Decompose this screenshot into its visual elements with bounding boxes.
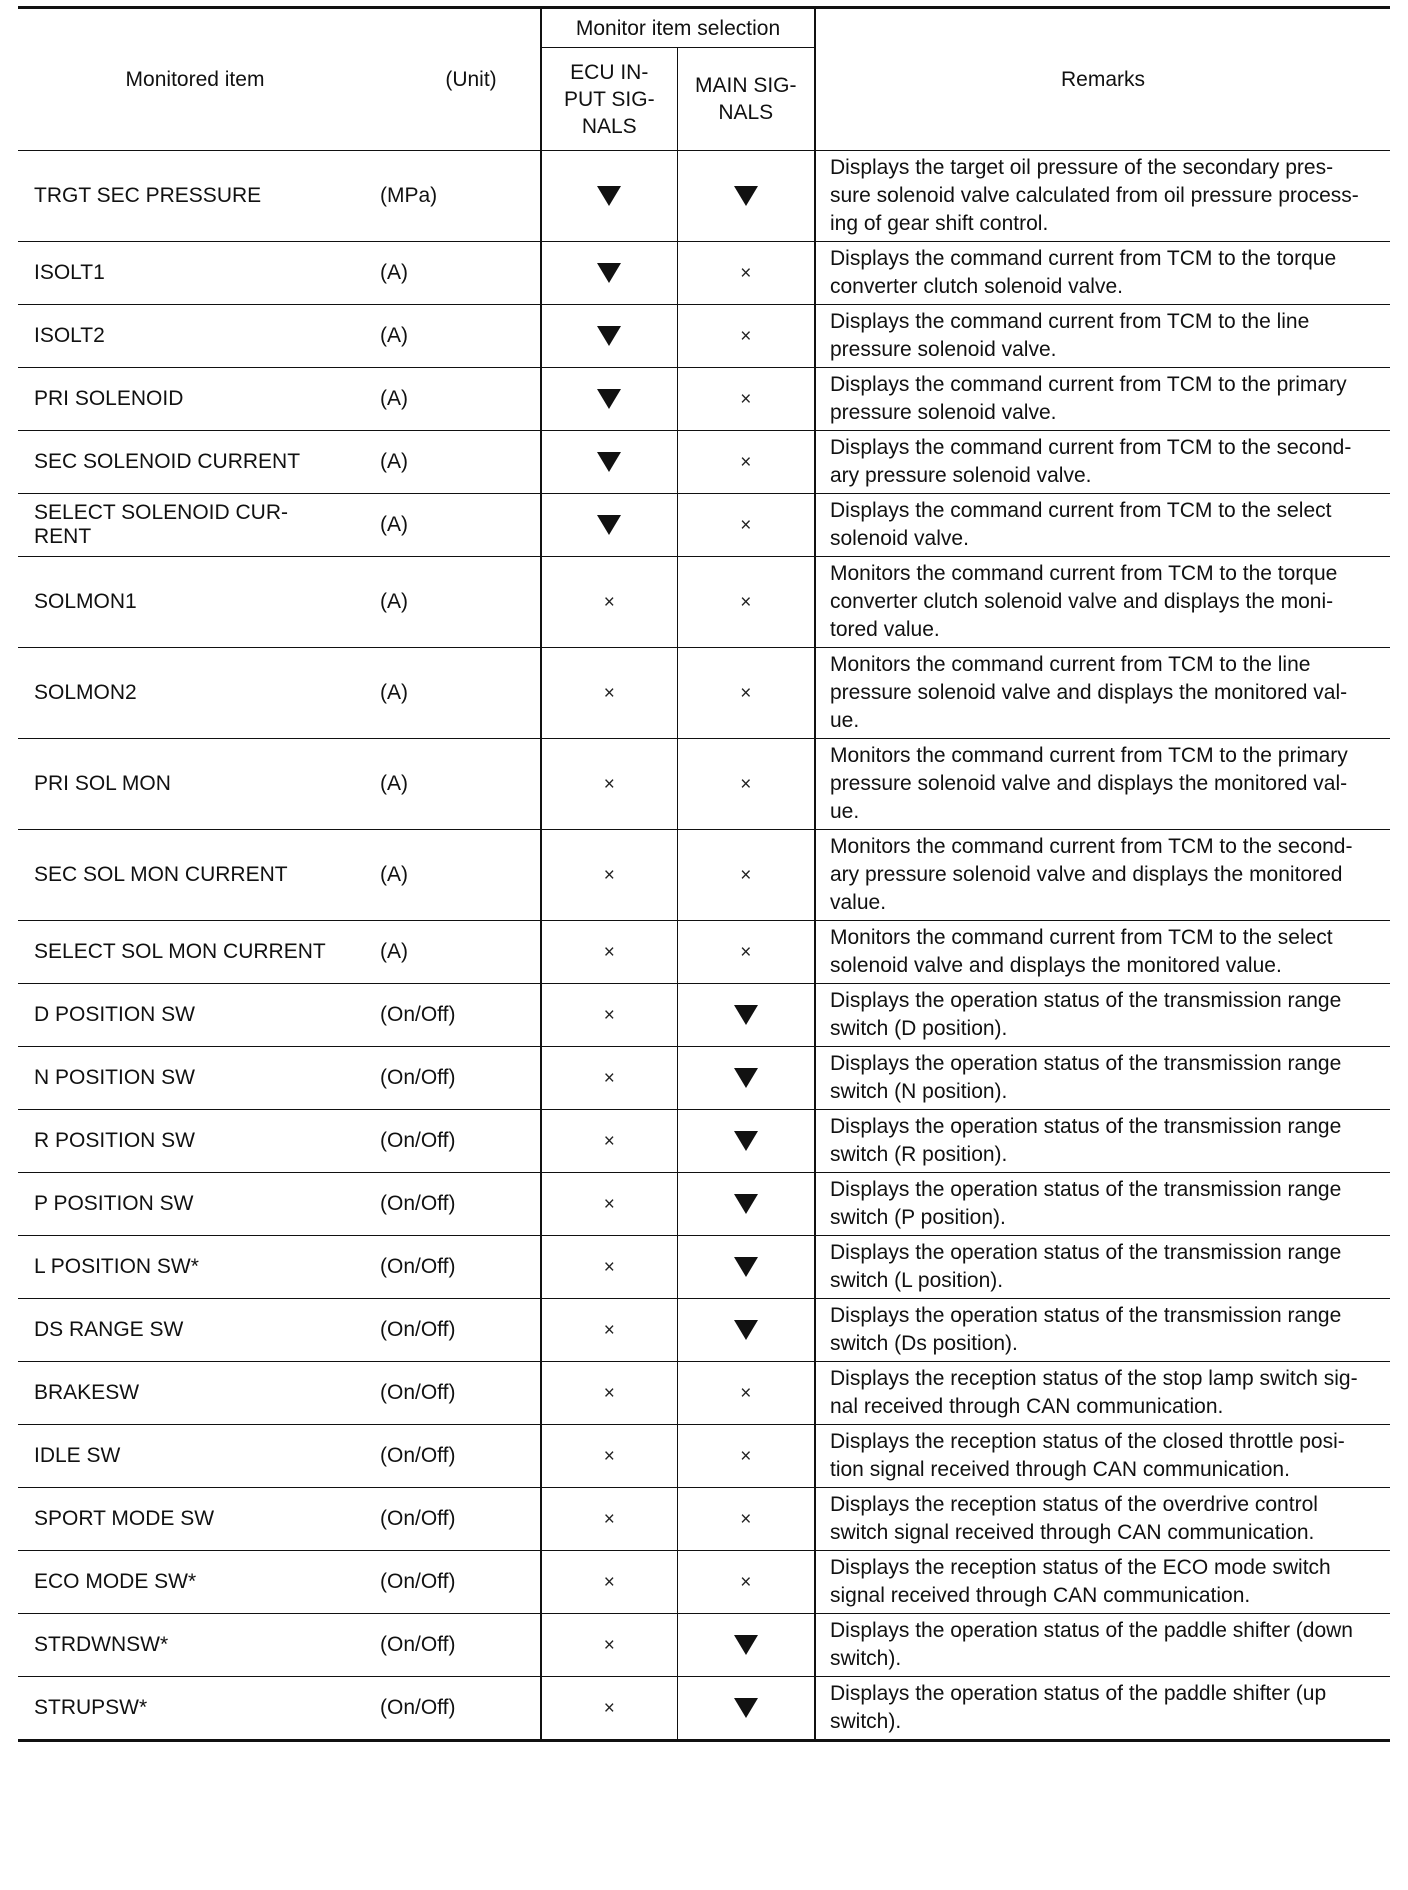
not-selected-cross-icon: × [603,1446,615,1467]
monitored-item-cell: PRI SOLENOID [34,387,184,410]
table-row [18,830,1390,921]
monitored-item-cell: TRGT SEC PRESSURE [34,184,262,207]
table-row [18,151,1390,242]
not-selected-cross-icon: × [603,592,615,613]
remarks-cell: Displays the reception status of the overdrive control switch signal received through CAN communication. [830,1493,1318,1544]
unit-cell: (A) [372,368,541,431]
unit-cell: (A) [372,305,541,368]
main-signals-cell [677,1047,815,1110]
main-signals-cell [677,242,815,305]
unit-cell: (On/Off) [372,1236,541,1299]
selected-triangle-icon [734,1698,758,1718]
remarks-cell: Displays the command current from TCM to the torque converter clutch solenoid valve. [830,247,1337,298]
remarks-cell: Displays the operation status of the transmission range switch (R position). [830,1115,1342,1166]
ecu-input-signals-cell [541,984,677,1047]
table-row [18,921,1390,984]
ecu-input-signals-cell [541,921,677,984]
not-selected-cross-icon: × [603,1509,615,1530]
main-signals-cell [677,984,815,1047]
remarks-cell: Monitors the command current from TCM to the torque converter clutch solenoid valve and displays the moni- tored value. [830,562,1338,641]
ecu-input-signals-cell [541,1110,677,1173]
remarks-cell: Monitors the command current from TCM to the select solenoid valve and displays the monitored value. [830,926,1333,977]
monitored-item-cell: L POSITION SW* [34,1255,199,1278]
monitored-item-cell: IDLE SW [34,1444,121,1467]
not-selected-cross-icon: × [603,1383,615,1404]
not-selected-cross-icon: × [740,942,752,963]
monitored-item-cell: ISOLT2 [34,324,105,347]
unit-cell: (On/Off) [372,984,541,1047]
table-row [18,739,1390,830]
monitored-item-cell: BRAKESW [34,1381,140,1404]
unit-cell: (A) [372,494,541,557]
selected-triangle-icon [734,1320,758,1340]
main-signals-cell [677,1299,815,1362]
unit-cell: (On/Off) [372,1425,541,1488]
unit-cell: (On/Off) [372,1110,541,1173]
main-signals-cell [677,1425,815,1488]
monitored-item-cell: DS RANGE SW [34,1318,184,1341]
monitored-item-cell: ISOLT1 [34,261,105,284]
table-row [18,242,1390,305]
unit-cell: (On/Off) [372,1299,541,1362]
main-signals-cell [677,305,815,368]
selected-triangle-icon [597,326,621,346]
not-selected-cross-icon: × [740,515,752,536]
remarks-cell: Displays the reception status of the ECO mode switch signal received through CAN communication. [830,1556,1331,1607]
remarks-cell: Displays the operation status of the transmission range switch (D position). [830,989,1342,1040]
main-signals-cell [677,1362,815,1425]
main-signals-cell [677,368,815,431]
monitored-item-cell: P POSITION SW [34,1192,194,1215]
remarks-cell: Displays the operation status of the paddle shifter (up switch). [830,1682,1327,1733]
table-row [18,648,1390,739]
ecu-input-signals-cell [541,151,677,242]
remarks-cell: Displays the operation status of the transmission range switch (Ds position). [830,1304,1342,1355]
table-row [18,431,1390,494]
remarks-cell: Displays the operation status of the paddle shifter (down switch). [830,1619,1353,1670]
header-monitor-item-selection: Monitor item selection [541,8,815,48]
remarks-cell: Displays the target oil pressure of the secondary pres- sure solenoid valve calculated from oil pressure process- ing of gear shift control. [830,156,1359,235]
unit-cell: (A) [372,921,541,984]
unit-cell: (On/Off) [372,1047,541,1110]
main-signals-cell [677,921,815,984]
monitored-item-cell: SEC SOLENOID CURRENT [34,450,301,473]
monitored-item-cell: R POSITION SW [34,1129,196,1152]
table-body [18,151,1390,1741]
ecu-input-signals-cell [541,494,677,557]
unit-cell: (MPa) [372,151,541,242]
table-row [18,1299,1390,1362]
main-signals-cell [677,830,815,921]
header-unit: (Unit) [372,8,541,151]
monitored-item-cell: N POSITION SW [34,1066,196,1089]
ecu-input-signals-cell [541,648,677,739]
selected-triangle-icon [734,1005,758,1025]
selected-triangle-icon [734,1131,758,1151]
not-selected-cross-icon: × [603,1194,615,1215]
not-selected-cross-icon: × [603,774,615,795]
not-selected-cross-icon: × [740,389,752,410]
monitored-item-cell: PRI SOL MON [34,772,171,795]
ecu-input-signals-cell [541,1173,677,1236]
header-monitored-item: Monitored item [125,68,265,91]
table-row [18,1362,1390,1425]
remarks-cell: Monitors the command current from TCM to the line pressure solenoid valve and displays the monitored val- ue. [830,653,1348,732]
ecu-input-signals-cell [541,1047,677,1110]
not-selected-cross-icon: × [740,263,752,284]
remarks-cell: Monitors the command current from TCM to the primary pressure solenoid valve and displays the monitored val- ue. [830,744,1348,823]
selected-triangle-icon [734,1068,758,1088]
main-signals-cell [677,151,815,242]
main-signals-cell [677,739,815,830]
not-selected-cross-icon: × [740,683,752,704]
selected-triangle-icon [597,186,621,206]
table-row [18,494,1390,557]
remarks-cell: Displays the command current from TCM to the line pressure solenoid valve. [830,310,1310,361]
monitored-item-cell: STRDWNSW* [34,1633,169,1656]
table-row [18,1677,1390,1741]
not-selected-cross-icon: × [740,774,752,795]
not-selected-cross-icon: × [740,865,752,886]
remarks-cell: Displays the command current from TCM to the select solenoid valve. [830,499,1332,550]
table-row [18,305,1390,368]
main-signals-cell [677,1110,815,1173]
main-signals-cell [677,1236,815,1299]
monitored-item-cell: SEC SOL MON CURRENT [34,863,288,886]
main-signals-cell [677,1488,815,1551]
not-selected-cross-icon: × [603,1635,615,1656]
unit-cell: (A) [372,648,541,739]
not-selected-cross-icon: × [740,592,752,613]
not-selected-cross-icon: × [740,1383,752,1404]
selected-triangle-icon [597,263,621,283]
ecu-input-signals-cell [541,739,677,830]
ecu-input-signals-cell [541,1236,677,1299]
not-selected-cross-icon: × [603,1131,615,1152]
header-main-signals: MAIN SIG- NALS [677,48,815,151]
ecu-input-signals-cell [541,1488,677,1551]
monitored-item-cell: SOLMON1 [34,590,137,613]
table-row [18,1614,1390,1677]
main-signals-cell [677,557,815,648]
not-selected-cross-icon: × [740,1509,752,1530]
not-selected-cross-icon: × [740,326,752,347]
ecu-input-signals-cell [541,1614,677,1677]
unit-cell: (A) [372,431,541,494]
ecu-input-signals-cell [541,431,677,494]
remarks-cell: Displays the operation status of the transmission range switch (L position). [830,1241,1342,1292]
table-row [18,1236,1390,1299]
remarks-cell: Displays the command current from TCM to the second- ary pressure solenoid valve. [830,436,1352,487]
header-remarks: Remarks [1060,67,1145,91]
unit-cell: (On/Off) [372,1488,541,1551]
not-selected-cross-icon: × [740,1446,752,1467]
not-selected-cross-icon: × [603,1320,615,1341]
ecu-input-signals-cell [541,1362,677,1425]
selected-triangle-icon [734,1257,758,1277]
selected-triangle-icon [734,1194,758,1214]
selected-triangle-icon [597,389,621,409]
ecu-input-signals-cell [541,1425,677,1488]
table-row [18,1047,1390,1110]
unit-cell: (A) [372,557,541,648]
selected-triangle-icon [597,515,621,535]
main-signals-cell [677,1551,815,1614]
ecu-input-signals-cell [541,368,677,431]
ecu-input-signals-cell [541,830,677,921]
remarks-cell: Displays the operation status of the transmission range switch (P position). [830,1178,1342,1229]
monitored-item-cell: SOLMON2 [34,681,137,704]
ecu-input-signals-cell [541,1299,677,1362]
unit-cell: (On/Off) [372,1551,541,1614]
main-signals-cell [677,648,815,739]
main-signals-cell [677,1614,815,1677]
monitored-item-cell: SELECT SOL MON CURRENT [34,940,326,963]
unit-cell: (On/Off) [372,1362,541,1425]
not-selected-cross-icon: × [603,1572,615,1593]
monitored-item-cell: ECO MODE SW* [34,1570,197,1593]
not-selected-cross-icon: × [603,865,615,886]
ecu-input-signals-cell [541,1677,677,1741]
unit-cell: (On/Off) [372,1677,541,1741]
main-signals-cell [677,1677,815,1741]
unit-cell: (On/Off) [372,1614,541,1677]
not-selected-cross-icon: × [740,1572,752,1593]
monitored-item-cell: D POSITION SW [34,1003,196,1026]
main-signals-cell [677,494,815,557]
unit-cell: (On/Off) [372,1173,541,1236]
unit-cell: (A) [372,739,541,830]
remarks-cell: Displays the reception status of the stop lamp switch sig- nal received through CAN communication. [830,1367,1358,1418]
selected-triangle-icon [597,452,621,472]
table-row [18,557,1390,648]
remarks-cell: Monitors the command current from TCM to the second- ary pressure solenoid valve and displays the monitored value. [830,835,1353,914]
header-ecu-input-signals: ECU IN- PUT SIG- NALS [541,48,677,151]
remarks-cell: Displays the operation status of the transmission range switch (N position). [830,1052,1342,1103]
table-row [18,984,1390,1047]
not-selected-cross-icon: × [740,452,752,473]
unit-cell: (A) [372,242,541,305]
table-row [18,1488,1390,1551]
selected-triangle-icon [734,186,758,206]
table-header [18,8,1390,151]
remarks-cell: Displays the command current from TCM to the primary pressure solenoid valve. [830,373,1347,424]
selected-triangle-icon [734,1635,758,1655]
main-signals-cell [677,1173,815,1236]
ecu-input-signals-cell [541,1551,677,1614]
table-row [18,1425,1390,1488]
table-row [18,1173,1390,1236]
unit-cell: (A) [372,830,541,921]
ecu-input-signals-cell [541,242,677,305]
monitored-item-cell: STRUPSW* [34,1696,148,1719]
not-selected-cross-icon: × [603,942,615,963]
table-row [18,1110,1390,1173]
monitored-item-cell: SELECT SOLENOID CUR- RENT [34,501,288,548]
table-row [18,1551,1390,1614]
not-selected-cross-icon: × [603,1005,615,1026]
table-row [18,368,1390,431]
not-selected-cross-icon: × [603,1257,615,1278]
monitored-item-cell: SPORT MODE SW [34,1507,215,1530]
remarks-cell: Displays the reception status of the closed throttle posi- tion signal received through CAN communication. [830,1430,1345,1481]
ecu-input-signals-cell [541,557,677,648]
not-selected-cross-icon: × [603,1698,615,1719]
not-selected-cross-icon: × [603,683,615,704]
not-selected-cross-icon: × [603,1068,615,1089]
main-signals-cell [677,431,815,494]
ecu-input-signals-cell [541,305,677,368]
monitor-item-table [18,6,1390,1742]
